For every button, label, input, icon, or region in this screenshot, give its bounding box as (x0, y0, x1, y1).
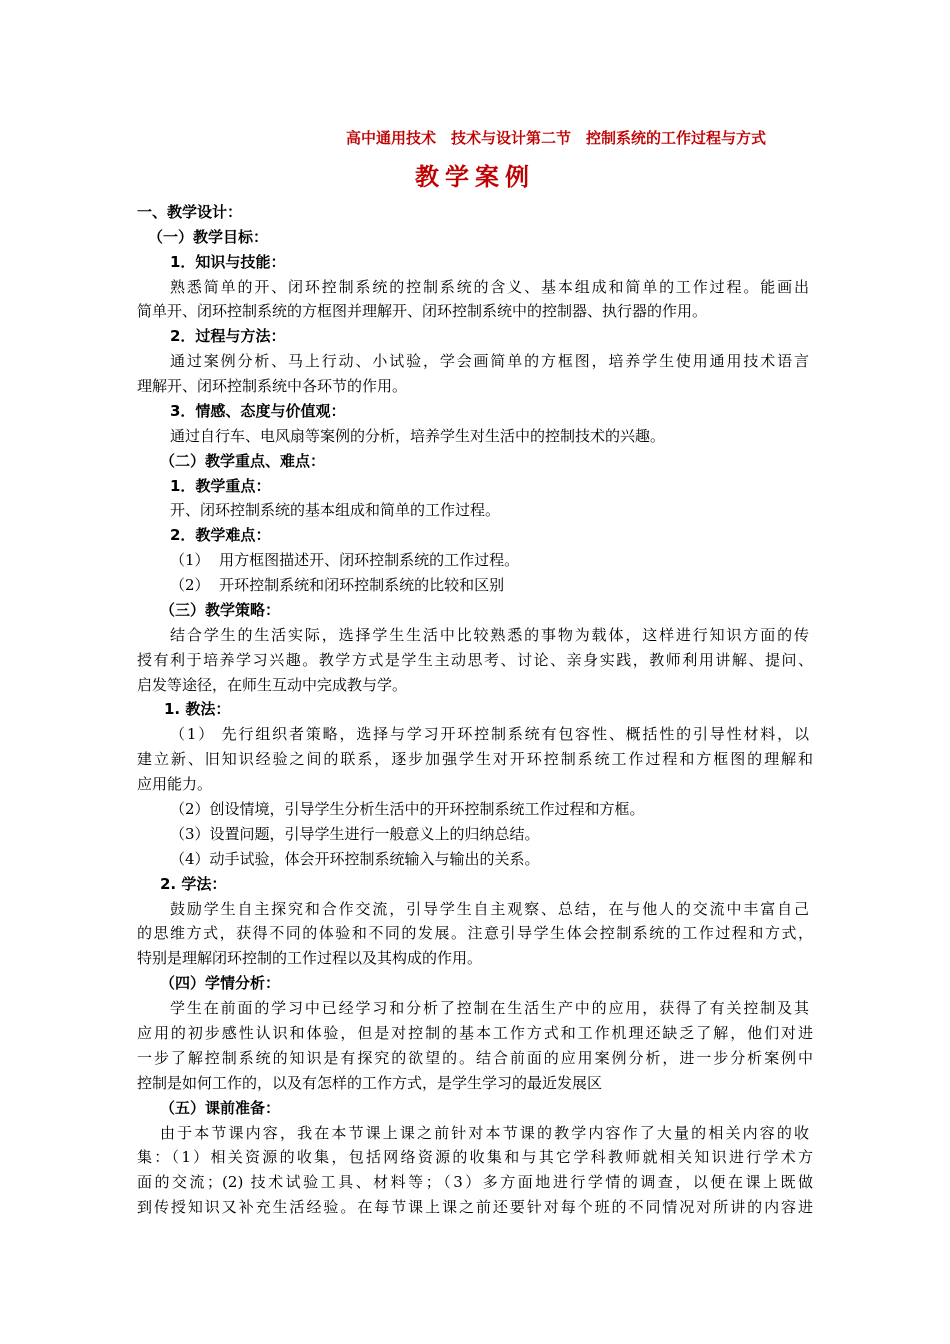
paragraph-line: 结合学生的生活实际，选择学生生活中比较熟悉的事物为载体，这样进行知识方面的传 (170, 626, 809, 644)
paragraph-line: 授有利于培养学习兴趣。教学方式是学生主动思考、讨论、亲身实践，教师利用讲解、提问、 (137, 651, 813, 669)
subsection-heading: （二）教学重点、难点： (160, 452, 326, 470)
paragraph-line: （1） 先行组织者策略，选择与学习开环控制系统有包容性、概括性的引导性材料，以 (170, 725, 809, 743)
item-heading: 2. 学法： (160, 875, 227, 893)
paragraph-line: 应用能力。 (137, 775, 213, 793)
paragraph-line: 开、闭环控制系统的基本组成和简单的工作过程。 (170, 501, 501, 519)
paragraph-line: 启发等途径，在师生互动中完成教与学。 (137, 676, 408, 694)
subsection-heading: （五）课前准备： (160, 1099, 281, 1117)
paragraph-line: 简单开、闭环控制系统的方框图并理解开、闭环控制系统中的控制器、执行器的作用。 (137, 302, 708, 320)
paragraph-line: 应用的初步感性认识和体验，但是对控制的基本工作方式和工作机理还缺乏了解，他们对进 (137, 1024, 813, 1042)
paragraph-line: 熟悉简单的开、闭环控制系统的控制系统的含义、基本组成和简单的工作过程。能画出 (170, 278, 809, 296)
paragraph-line: 由于本节课内容，我在本节课上课之前针对本节课的教学内容作了大量的相关内容的收 (160, 1124, 809, 1142)
paragraph-line: 到传授知识又补充生活经验。在每节课上课之前还要针对每个班的不同情况对所讲的内容进 (137, 1198, 813, 1216)
paragraph-line: 学生在前面的学习中已经学习和分析了控制在生活生产中的应用，获得了有关控制及其 (170, 999, 809, 1017)
paragraph-line: 鼓励学生自主探究和合作交流，引导学生自主观察、总结，在与他人的交流中丰富自己 (170, 900, 809, 918)
paragraph-line: 集：（1）相关资源的收集，包括网络资源的收集和与其它学科教师就相关知识进行学术方 (137, 1148, 813, 1166)
paragraph-line: 通过案例分析、马上行动、小试验，学会画简单的方框图，培养学生使用通用技术语言 (170, 352, 809, 370)
paragraph-line: 的思维方式，获得不同的体验和不同的发展。注意引导学生体会控制系统的工作过程和方式， (137, 924, 813, 942)
paragraph-line: 特别是理解闭环控制的工作过程以及其构成的作用。 (137, 949, 483, 967)
paragraph-line: 面的交流；(2) 技术试验工具、材料等；（3）多方面地进行学情的调查，以便在课上既做 (137, 1173, 813, 1191)
section-heading: 一、教学设计： (137, 203, 243, 221)
document-title: 教学案例 (415, 163, 535, 191)
paragraph-line: 控制是如何工作的，以及有怎样的工作方式，是学生学习的最近发展区 (137, 1074, 603, 1092)
list-item: （2）创设情境，引导学生分析生活中的开环控制系统工作过程和方框。 (170, 800, 645, 818)
subsection-heading: （一）教学目标： (148, 228, 269, 246)
paragraph-line: 通过自行车、电风扇等案例的分析，培养学生对生活中的控制技术的兴趣。 (170, 427, 666, 445)
subsection-heading: （四）学情分析： (160, 974, 281, 992)
paragraph-line: 建立新、旧知识经验之间的联系，逐步加强学生对开环控制系统工作过程和方框图的理解和 (137, 750, 813, 768)
item-heading: 1．教学重点： (170, 477, 271, 495)
paragraph-line: 理解开、闭环控制系统中各环节的作用。 (137, 377, 408, 395)
item-heading: 1．知识与技能： (170, 253, 286, 271)
paragraph-line: 一步了解控制系统的知识是有探究的欲望的。结合前面的应用案例分析，进一步分析案例中 (137, 1049, 813, 1067)
document-header: 高中通用技术 技术与设计第二节 控制系统的工作过程与方式 (346, 129, 767, 147)
subsection-heading: （三）教学策略： (160, 601, 281, 619)
list-item: （2） 开环控制系统和闭环控制系统的比较和区别 (170, 576, 505, 594)
item-heading: 1. 教法： (164, 700, 231, 718)
item-heading: 2．教学难点： (170, 526, 271, 544)
list-item: （3）设置问题，引导学生进行一般意义上的归纳总结。 (170, 825, 540, 843)
list-item: （1） 用方框图描述开、闭环控制系统的工作过程。 (170, 551, 520, 569)
item-heading: 3．情感、态度与价值观： (170, 402, 346, 420)
list-item: （4）动手试验，体会开环控制系统输入与输出的关系。 (170, 850, 540, 868)
item-heading: 2．过程与方法： (170, 327, 286, 345)
